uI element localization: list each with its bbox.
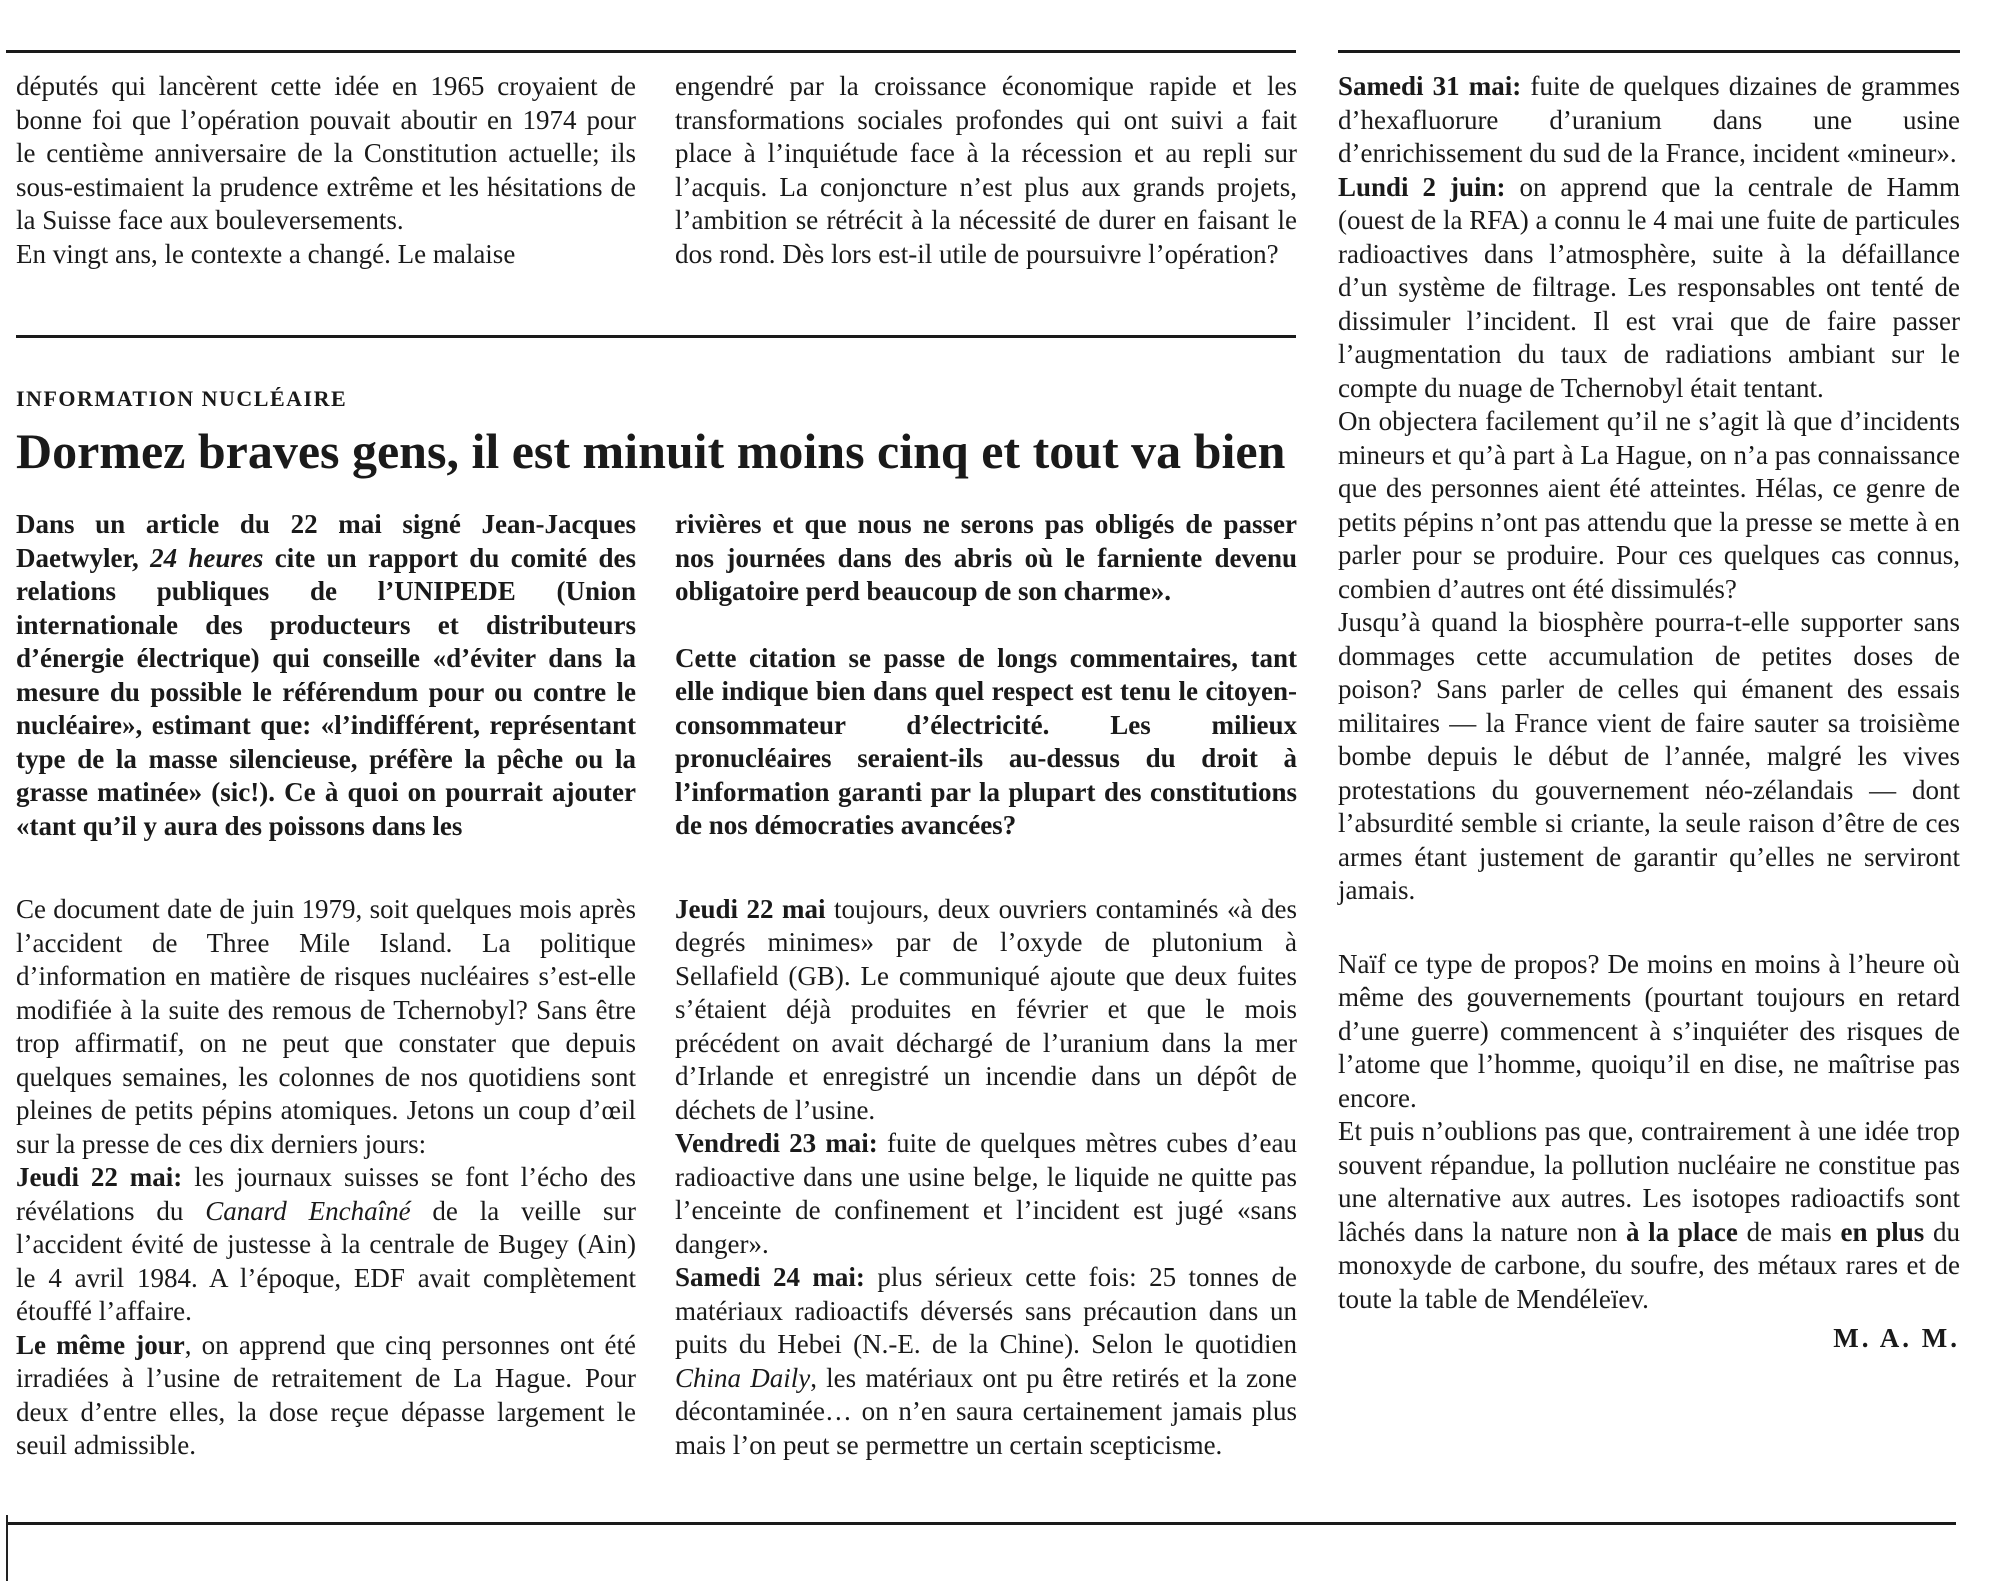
date-label: Jeudi 22 mai [675,893,826,924]
body-paragraph [16,1329,636,1463]
date-label: Samedi 31 mai: [1338,71,1522,101]
body-text: de mais [1737,1216,1841,1247]
article-kicker: INFORMATION NUCLÉAIRE [16,386,348,411]
previous-article-paragraph: députés qui lancèrent cette idée en 1965 croyaient de bonne foi que l’opération pouvait aboutir en 1974 pour le centième anniversaire de la Constitution actuelle; ils sous-estimaient la prudence extrême et les hésitations de la Suisse face aux bouleversements. [16,71,636,235]
date-label: Lundi 2 juin: [1338,171,1506,202]
author-signature: M. A. M. [1833,1323,1960,1353]
body-paragraph [16,1161,636,1329]
top-rule-right [1338,50,1960,53]
date-label: Jeudi 22 mai: [16,1162,183,1192]
date-label: Vendredi 23 mai: [675,1128,878,1158]
newspaper-name: China Daily [675,1362,811,1393]
body-text: on apprend que la centrale de Hamm (ouest de la RFA) a connu le 4 mai une fuite de particules radioactives dans l’atmosphère, suite à la défaillance d’un système de filtrage. Les responsables ont tenté de dissimuler l’incident. Il est vrai que de faire passer l’augmentation du taux de radiations ambiant sur le compte du nuage de Tchernobyl était tentant. [1338,171,1961,403]
body-text: Et puis n’oublions pas que, contrairement à une idée trop souvent répandue, la pollution nucléaire ne constitue pas une alternative aux autres. Les isotopes radioactifs sont lâchés dans la nature non [1338,1116,1960,1247]
body-paragraph: Jusqu’à quand la biosphère pourra-t-elle supporter sans dommages cette accumulation de petites doses de poison? Sans parler de celles qui émanent des essais militaires — la France vient de faire sauter sa troisième bombe depuis le début de l’année, malgré les vives protestations du gouvernement néo-zélandais — dont l’absurdité semble si criante, la seule raison d’être de ces armes étant justement de garantir qu’elles ne serviront jamais. [1338,607,1960,905]
body-text: fuite de quelques mètres cubes d’eau radioactive dans une usine belge, le liquide ne quitte pas l’enceinte de confinement et l’incident est jugé «sans danger». [675,1128,1297,1259]
body-paragraph: Naïf ce type de propos? De moins en moins à l’heure où même des gouvernements (pourtant toujours en retard d’une guerre) commencent à s’inquiéter des risques de l’atome que l’homme, quoiqu’il en dise, ne maîtrise pas encore. [1338,948,1960,1113]
newspaper-name: 24 heures [150,542,264,573]
date-label: Samedi 24 mai: [675,1262,865,1292]
date-label: Le même jour [16,1329,185,1360]
body-text: , on apprend que cinq personnes ont été irradiées à l’usine de retraitement de La Hague. Pour deux d’entre elles, la dose reçue dépasse largement le seuil admissible. [16,1329,637,1460]
section-divider-rule [16,335,1296,338]
body-paragraph [675,1127,1297,1261]
body-text: toujours, deux ouvriers contaminés «à des degrés minimes» par de l’oxyde de plutonium à Sellafield (GB). Le communiqué ajoute que deux fuites s’étaient déjà produites en février et que le mois précédent on avait déchargé de l’uranium dans la mer d’Irlande et enregistré un incendie dans un dépôt de déchets de l’usine. [675,893,1297,1125]
body-text: , les matériaux ont pu être retirés et la zone décontaminée… on n’en saura certainement jamais plus mais l’on peut se permettre un certain scepticisme. [675,1362,1297,1460]
top-rule-left [6,50,1296,53]
body-paragraph [1338,171,1960,406]
previous-article-col2 [675,70,1297,271]
lead-paragraph [16,508,636,843]
bottom-rule [6,1522,1956,1525]
newspaper-name: Canard Enchaîné [205,1195,411,1226]
lead-paragraph: Cette citation se passe de longs commentaires, tant elle indique bien dans quel respect est tenu le citoyen-consommateur d’électricité. Les milieux pronucléaires seraient-ils au-dessus du droit à l’information garanti par la plupart des constitutions de nos démocraties avancées? [675,642,1297,840]
body-paragraph: On objectera facilement qu’il ne s’agit là que d’incidents mineurs et qu’à part à La Hague, on n’a pas connaissance que des personnes aient été atteintes. Hélas, ce genre de petits pépins n’ont pas attendu que la presse se mette à en parler pour se produire. Pour ces quelques cas connus, combien d’autres ont été dissimulés? [1338,406,1960,604]
body-text: plus sérieux cette fois: 25 tonnes de matériaux radioactifs déversés sans précaution dans un puits du Hebei (N.-E. de la Chine). Selon le quotidien [675,1262,1297,1359]
article-title: Dormez braves gens, il est minuit moins cinq et tout va bien [16,423,1286,479]
body-paragraph [1338,70,1960,171]
article-col3 [1338,70,1960,1356]
previous-article-paragraph: engendré par la croissance économique rapide et les transformations sociales profondes qui ont suivi a fait place à l’inquiétude face à la récession et au repli sur l’acquis. La conjoncture n’est plus aux grands projets, l’ambition se rétrécit à la nécessité de durer en faisant le dos rond. Dès lors est-il utile de poursuivre l’opération? [675,71,1297,269]
lead-text: Dans un article du 22 mai signé Jean-Jacques Daetwyler, [16,509,636,573]
body-paragraph [675,893,1297,1128]
emphasis: à la place [1625,1216,1738,1247]
lead-text: cite un rapport du comité des relations publiques de l’UNIPEDE (Union internationale des producteurs et distributeurs d’énergie électrique) qui conseille «d’éviter dans la mesure du possible le référendum pour ou contre le nucléaire», estimant que: «l’indifférent, représentant type de la masse silencieuse, préfère la pêche ou la grasse matinée» (sic!). Ce à quoi on pourrait ajouter «tant qu’il y aura des poissons dans les [16,542,636,841]
body-text: du monoxyde de carbone, du soufre, des métaux rares et de toute la table de Mendéleïev. [1338,1216,1960,1314]
previous-article-col1 [16,70,636,271]
body-paragraph: Ce document date de juin 1979, soit quelques mois après l’accident de Three Mile Island. La politique d’information en matière de risques nucléaires s’est-elle modifiée à la suite des remous de Tchernobyl? Sans être trop affirmatif, on ne peut que constater que depuis quelques semaines, les colonnes de nos quotidiens sont pleines de petits pépins atomiques. Jetons un coup d’œil sur la presse de ces dix derniers jours: [16,894,636,1159]
body-text: les journaux suisses se font l’écho des révélations du [16,1162,636,1226]
body-paragraph [1338,1115,1960,1316]
emphasis: en plus [1840,1216,1925,1247]
lead-paragraph: rivières et que nous ne serons pas obligés de passer nos journées dans des abris où le farniente devenu obligatoire perd beaucoup de son charme». [675,509,1297,606]
article-col1 [16,508,636,1463]
article-col2 [675,508,1297,1462]
previous-article-paragraph: En vingt ans, le contexte a changé. Le malaise [16,238,516,269]
left-margin-rule [6,1515,8,1581]
body-text: fuite de quelques dizaines de grammes d’hexafluorure d’uranium dans une usine d’enrichissement du sud de la France, incident «mineur». [1338,71,1960,168]
body-paragraph [675,1261,1297,1462]
body-text: de la veille sur l’accident évité de justesse à la centrale de Bugey (Ain) le 4 avril 1984. A l’époque, EDF avait complètement étouffé l’affaire. [16,1195,636,1326]
